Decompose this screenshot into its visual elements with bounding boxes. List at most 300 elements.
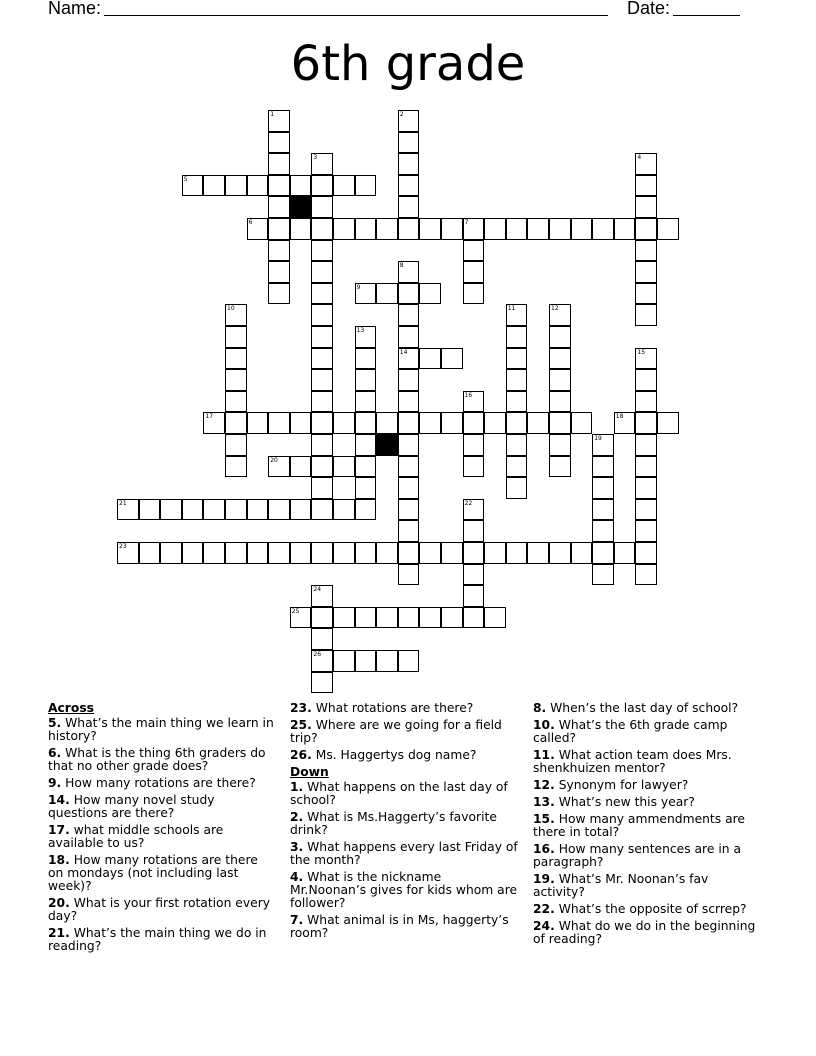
grid-cell[interactable] <box>398 132 420 154</box>
puzzle-title: 6th grade <box>290 36 526 92</box>
grid-cell[interactable] <box>311 391 333 413</box>
grid-cell[interactable] <box>398 564 420 586</box>
grid-cell[interactable] <box>635 261 657 283</box>
clue-number-label: 20. <box>48 896 70 910</box>
grid-cell[interactable] <box>268 132 290 154</box>
grid-cell[interactable] <box>247 542 269 564</box>
grid-cell[interactable] <box>203 499 225 521</box>
clue-number: 24 <box>313 586 322 594</box>
grid-cell[interactable] <box>355 412 377 434</box>
down-heading: Down <box>290 765 329 779</box>
grid-cell[interactable] <box>355 477 377 499</box>
clue-item <box>533 843 761 869</box>
grid-cell[interactable] <box>333 412 355 434</box>
grid-cell[interactable] <box>592 218 614 240</box>
across-heading: Across <box>48 701 94 715</box>
grid-cell[interactable] <box>398 153 420 175</box>
clue-item <box>48 927 276 953</box>
clue-number-label: 10. <box>533 718 555 732</box>
clue-number-label: 22. <box>533 902 555 916</box>
grid-cell[interactable] <box>376 283 398 305</box>
grid-cell[interactable] <box>506 391 528 413</box>
grid-cell[interactable] <box>571 218 593 240</box>
grid-cell[interactable] <box>268 542 290 564</box>
clue-text: Ms. Haggertys dog name? <box>311 748 477 762</box>
clue-number-label: 14. <box>48 793 70 807</box>
grid-cell[interactable] <box>549 348 571 370</box>
clue-number: 19 <box>594 435 602 442</box>
grid-cell[interactable] <box>506 348 528 370</box>
grid-cell[interactable] <box>139 542 161 564</box>
grid-cell[interactable] <box>355 607 377 629</box>
clue-text: What’s the main thing we learn in history? <box>48 716 274 743</box>
grid-cell[interactable] <box>484 607 506 629</box>
clue-item <box>533 779 761 792</box>
grid-cell[interactable] <box>311 326 333 348</box>
grid-cell[interactable] <box>311 607 333 629</box>
grid-cell[interactable] <box>635 283 657 305</box>
grid-cell[interactable] <box>139 499 161 521</box>
grid-cell[interactable] <box>290 218 312 240</box>
grid-cell[interactable] <box>635 412 657 434</box>
grid-cell[interactable] <box>506 326 528 348</box>
grid-cell[interactable] <box>506 304 528 326</box>
grid-cell[interactable] <box>463 499 485 521</box>
grid-cell[interactable] <box>182 499 204 521</box>
grid-cell[interactable] <box>268 153 290 175</box>
clue-item <box>290 749 518 762</box>
grid-cell[interactable] <box>225 412 247 434</box>
grid-cell[interactable] <box>635 542 657 564</box>
grid-cell[interactable] <box>614 412 636 434</box>
grid-cell[interactable] <box>398 542 420 564</box>
grid-cell[interactable] <box>268 261 290 283</box>
clue-item <box>533 903 761 916</box>
grid-cell[interactable] <box>268 412 290 434</box>
clue-number: 9 <box>356 283 361 291</box>
grid-cell[interactable] <box>247 412 269 434</box>
grid-cell[interactable] <box>225 499 247 521</box>
grid-cell[interactable] <box>419 283 441 305</box>
grid-cell[interactable] <box>247 218 269 240</box>
grid-cell[interactable] <box>635 477 657 499</box>
grid-cell[interactable] <box>333 175 355 197</box>
grid-cell[interactable] <box>635 240 657 262</box>
grid-cell[interactable] <box>635 175 657 197</box>
grid-cell[interactable] <box>333 456 355 478</box>
grid-cell[interactable] <box>376 542 398 564</box>
grid-cell[interactable] <box>398 261 420 283</box>
clue-item <box>290 841 518 867</box>
clue-number: 11 <box>507 305 516 313</box>
grid-cell[interactable] <box>463 283 485 305</box>
grid-cell[interactable] <box>311 672 333 694</box>
grid-cell[interactable] <box>419 218 441 240</box>
clue-number-label: 12. <box>533 778 555 792</box>
clue-text: What’s the opposite of scrrep? <box>554 902 747 916</box>
grid-cell[interactable] <box>419 412 441 434</box>
clue-number-label: 1. <box>290 780 304 794</box>
clue-item <box>48 777 276 790</box>
grid-cell[interactable] <box>484 542 506 564</box>
grid-cell[interactable] <box>225 348 247 370</box>
grid-cell[interactable] <box>441 607 463 629</box>
grid-cell[interactable] <box>441 218 463 240</box>
clue-item <box>48 854 276 893</box>
grid-cell[interactable] <box>657 218 679 240</box>
grid-cell[interactable] <box>441 348 463 370</box>
clue-item <box>48 717 276 743</box>
clue-text: How many novel study questions are there? <box>48 793 215 820</box>
grid-cell[interactable] <box>592 477 614 499</box>
grid-cell[interactable] <box>527 412 549 434</box>
grid-cell[interactable] <box>268 218 290 240</box>
clues-column-3 <box>533 702 761 950</box>
grid-cell[interactable] <box>311 283 333 305</box>
clue-item <box>533 702 761 715</box>
grid-cell[interactable] <box>355 326 377 348</box>
grid-cell[interactable] <box>398 218 420 240</box>
clue-text: What’s the 6th grade camp called? <box>533 718 728 745</box>
grid-cell[interactable] <box>160 499 182 521</box>
clue-text: What’s the main thing we do in reading? <box>48 926 267 953</box>
grid-cell[interactable] <box>311 153 333 175</box>
clue-item <box>290 811 518 837</box>
grid-cell[interactable] <box>182 542 204 564</box>
grid-cell[interactable] <box>376 650 398 672</box>
clue-item <box>290 871 518 910</box>
grid-cell[interactable] <box>398 456 420 478</box>
grid-cell[interactable] <box>268 499 290 521</box>
grid-cell[interactable] <box>527 542 549 564</box>
grid-cell[interactable] <box>592 520 614 542</box>
grid-cell[interactable] <box>463 564 485 586</box>
clue-text: When’s the last day of school? <box>546 701 739 715</box>
grid-cell[interactable] <box>614 218 636 240</box>
grid-cell[interactable] <box>463 542 485 564</box>
clue-number-label: 3. <box>290 840 304 854</box>
grid-cell[interactable] <box>311 369 333 391</box>
grid-cell[interactable] <box>635 348 657 370</box>
grid-cell[interactable] <box>225 456 247 478</box>
grid-cell[interactable] <box>268 240 290 262</box>
grid-cell[interactable] <box>290 412 312 434</box>
grid-cell[interactable] <box>225 391 247 413</box>
grid-cell[interactable] <box>527 218 549 240</box>
grid-cell[interactable] <box>398 175 420 197</box>
grid-cell[interactable] <box>592 434 614 456</box>
clue-text: What is the nickname Mr.Noonan’s gives for kids whom are follower? <box>290 870 518 910</box>
grid-cell[interactable] <box>506 477 528 499</box>
grid-cell[interactable] <box>398 520 420 542</box>
clue-number-label: 4. <box>290 870 304 884</box>
clue-text: How many sentences are in a paragraph? <box>533 842 741 869</box>
grid-cell[interactable] <box>549 434 571 456</box>
clue-number: 18 <box>615 413 624 421</box>
grid-cell[interactable] <box>657 412 679 434</box>
clue-item <box>290 719 518 745</box>
grid-cell[interactable] <box>506 369 528 391</box>
clue-number-label: 2. <box>290 810 304 824</box>
clue-number-label: 23. <box>290 701 312 715</box>
grid-cell[interactable] <box>398 650 420 672</box>
clue-number-label: 11. <box>533 748 555 762</box>
clue-number: 13 <box>356 327 365 334</box>
grid-cell[interactable] <box>225 369 247 391</box>
clue-number-label: 19. <box>533 872 555 886</box>
grid-cell[interactable] <box>635 218 657 240</box>
grid-cell[interactable] <box>311 628 333 650</box>
grid-cell[interactable] <box>549 304 571 326</box>
clue-text: How many ammendments are there in total? <box>533 812 745 839</box>
grid-cell[interactable] <box>290 542 312 564</box>
grid-cell[interactable] <box>571 412 593 434</box>
grid-cell[interactable] <box>506 456 528 478</box>
grid-cell[interactable] <box>355 456 377 478</box>
grid-cell[interactable] <box>635 391 657 413</box>
clue-text: What’s Mr. Noonan’s fav activity? <box>533 872 709 899</box>
grid-cell[interactable] <box>355 499 377 521</box>
clue-number-label: 6. <box>48 746 62 760</box>
grid-cell[interactable] <box>203 412 225 434</box>
grid-cell[interactable] <box>376 218 398 240</box>
grid-cell[interactable] <box>398 499 420 521</box>
clue-number: 20 <box>270 456 278 464</box>
name-label: Name: <box>48 0 102 18</box>
grid-cell[interactable] <box>203 175 225 197</box>
grid-cell[interactable] <box>311 412 333 434</box>
clue-item <box>48 897 276 923</box>
clue-number: 22 <box>464 499 473 507</box>
grid-cell[interactable] <box>225 304 247 326</box>
clue-number-label: 25. <box>290 718 312 732</box>
grid-cell[interactable] <box>268 196 290 218</box>
clue-number-label: 5. <box>48 716 62 730</box>
clue-item <box>533 749 761 775</box>
grid-cell[interactable] <box>398 412 420 434</box>
grid-cell[interactable] <box>592 456 614 478</box>
clue-text: What do we do in the beginning of reading? <box>533 919 756 946</box>
grid-cell[interactable] <box>549 391 571 413</box>
grid-cell[interactable] <box>225 175 247 197</box>
grid-cell[interactable] <box>484 412 506 434</box>
grid-cell[interactable] <box>549 456 571 478</box>
grid-cell[interactable] <box>333 542 355 564</box>
grid-cell[interactable] <box>311 304 333 326</box>
grid-cell[interactable] <box>463 240 485 262</box>
clue-number: 5 <box>183 175 188 183</box>
grid-cell[interactable] <box>398 434 420 456</box>
grid-cell[interactable] <box>635 153 657 175</box>
grid-cell[interactable] <box>268 110 290 132</box>
grid-cell[interactable] <box>463 456 485 478</box>
grid-cell[interactable] <box>311 218 333 240</box>
clue-text: What is your first rotation every day? <box>48 896 271 923</box>
grid-cell[interactable] <box>355 434 377 456</box>
grid-cell[interactable] <box>355 542 377 564</box>
clue-number: 14 <box>399 348 408 356</box>
grid-cell[interactable] <box>311 175 333 197</box>
clue-number: 23 <box>119 543 127 550</box>
clue-number: 6 <box>248 219 253 226</box>
clue-number: 15 <box>637 348 646 356</box>
grid-cell[interactable] <box>311 477 333 499</box>
grid-cell[interactable] <box>290 175 312 197</box>
grid-cell[interactable] <box>463 261 485 283</box>
grid-cell[interactable] <box>225 326 247 348</box>
grid-cell[interactable] <box>117 542 139 564</box>
grid-cell[interactable] <box>506 434 528 456</box>
grid-cell[interactable] <box>549 542 571 564</box>
clue-number: 17 <box>205 413 214 421</box>
grid-cell[interactable] <box>592 542 614 564</box>
clue-number-label: 15. <box>533 812 555 826</box>
grid-cell[interactable] <box>398 283 420 305</box>
grid-cell[interactable] <box>311 240 333 262</box>
clue-number: 10 <box>227 305 235 313</box>
grid-cell[interactable] <box>355 650 377 672</box>
grid-cell[interactable] <box>419 348 441 370</box>
grid-cell[interactable] <box>268 283 290 305</box>
grid-cell[interactable] <box>463 585 485 607</box>
grid-cell[interactable] <box>592 499 614 521</box>
grid-cell[interactable] <box>117 499 139 521</box>
grid-cell[interactable] <box>355 369 377 391</box>
grid-cell[interactable] <box>398 369 420 391</box>
clues-column-1 <box>48 702 276 957</box>
grid-cell[interactable] <box>635 564 657 586</box>
grid-cell[interactable] <box>268 175 290 197</box>
grid-cell[interactable] <box>333 218 355 240</box>
grid-cell[interactable] <box>463 391 485 413</box>
grid-cell[interactable] <box>398 391 420 413</box>
grid-cell[interactable] <box>506 412 528 434</box>
grid-cell[interactable] <box>635 434 657 456</box>
grid-cell[interactable] <box>355 391 377 413</box>
grid-cell[interactable] <box>290 607 312 629</box>
grid-cell[interactable] <box>398 304 420 326</box>
grid-cell[interactable] <box>549 369 571 391</box>
grid-cell[interactable] <box>635 304 657 326</box>
grid-cell[interactable] <box>463 607 485 629</box>
grid-cell[interactable] <box>268 456 290 478</box>
grid-cell[interactable] <box>463 412 485 434</box>
clue-text: What is Ms.Haggerty’s favorite drink? <box>290 810 497 837</box>
clue-number: 12 <box>551 305 559 313</box>
grid-cell[interactable] <box>160 542 182 564</box>
grid-cell[interactable] <box>635 520 657 542</box>
grid-cell[interactable] <box>225 542 247 564</box>
grid-cell[interactable] <box>463 218 485 240</box>
grid-cell[interactable] <box>311 348 333 370</box>
clue-item <box>290 914 518 940</box>
clue-text: What animal is in Ms, haggerty’s room? <box>290 913 509 940</box>
grid-cell[interactable] <box>571 542 593 564</box>
grid-cell[interactable] <box>376 607 398 629</box>
grid-cell[interactable] <box>182 175 204 197</box>
grid-cell[interactable] <box>398 326 420 348</box>
grid-cell[interactable] <box>398 607 420 629</box>
grid-cell[interactable] <box>419 607 441 629</box>
grid-cell[interactable] <box>355 283 377 305</box>
clue-number: 3 <box>313 154 318 162</box>
grid-cell[interactable] <box>355 348 377 370</box>
grid-cell[interactable] <box>441 412 463 434</box>
grid-cell[interactable] <box>247 175 269 197</box>
grid-cell[interactable] <box>355 218 377 240</box>
clue-number: 2 <box>399 111 404 118</box>
grid-cell[interactable] <box>225 434 247 456</box>
grid-cell[interactable] <box>333 607 355 629</box>
clue-number: 16 <box>464 391 473 399</box>
grid-cell[interactable] <box>311 542 333 564</box>
clue-number-label: 7. <box>290 913 304 927</box>
grid-cell[interactable] <box>398 110 420 132</box>
grid-cell[interactable] <box>290 499 312 521</box>
grid-cell[interactable] <box>614 542 636 564</box>
grid-cell[interactable] <box>376 412 398 434</box>
clue-number: 1 <box>270 111 275 118</box>
grid-cell[interactable] <box>484 218 506 240</box>
clue-item <box>533 920 761 946</box>
grid-cell[interactable] <box>549 326 571 348</box>
grid-cell[interactable] <box>398 348 420 370</box>
grid-cell[interactable] <box>311 585 333 607</box>
grid-cell[interactable] <box>463 520 485 542</box>
clue-text: What’s new this year? <box>554 795 695 809</box>
clue-text: what middle schools are available to us? <box>48 823 224 850</box>
black-square <box>290 196 312 218</box>
grid-cell[interactable] <box>247 499 269 521</box>
grid-cell[interactable] <box>398 196 420 218</box>
grid-cell[interactable] <box>549 412 571 434</box>
grid-cell[interactable] <box>635 499 657 521</box>
grid-cell[interactable] <box>419 542 441 564</box>
grid-cell[interactable] <box>311 434 333 456</box>
grid-cell[interactable] <box>506 542 528 564</box>
grid-cell[interactable] <box>290 456 312 478</box>
clue-number-label: 21. <box>48 926 70 940</box>
clue-number: 26 <box>313 651 322 658</box>
grid-cell[interactable] <box>311 196 333 218</box>
grid-cell[interactable] <box>635 369 657 391</box>
clue-item <box>48 794 276 820</box>
grid-cell[interactable] <box>333 499 355 521</box>
grid-cell[interactable] <box>398 477 420 499</box>
grid-cell[interactable] <box>592 564 614 586</box>
clue-number: 8 <box>399 262 404 270</box>
clue-item <box>290 702 518 715</box>
clue-number: 21 <box>119 499 127 507</box>
grid-cell[interactable] <box>549 218 571 240</box>
grid-cell[interactable] <box>463 434 485 456</box>
grid-cell[interactable] <box>333 650 355 672</box>
grid-cell[interactable] <box>506 218 528 240</box>
clue-item <box>48 824 276 850</box>
grid-cell[interactable] <box>311 261 333 283</box>
grid-cell[interactable] <box>311 456 333 478</box>
clue-number-label: 26. <box>290 748 312 762</box>
grid-cell[interactable] <box>311 650 333 672</box>
clue-text: How many rotations are there? <box>61 776 256 790</box>
grid-cell[interactable] <box>635 456 657 478</box>
grid-cell[interactable] <box>355 175 377 197</box>
grid-cell[interactable] <box>311 499 333 521</box>
grid-cell[interactable] <box>635 196 657 218</box>
grid-cell[interactable] <box>203 542 225 564</box>
grid-cell[interactable] <box>441 542 463 564</box>
clue-number-label: 8. <box>533 701 547 715</box>
